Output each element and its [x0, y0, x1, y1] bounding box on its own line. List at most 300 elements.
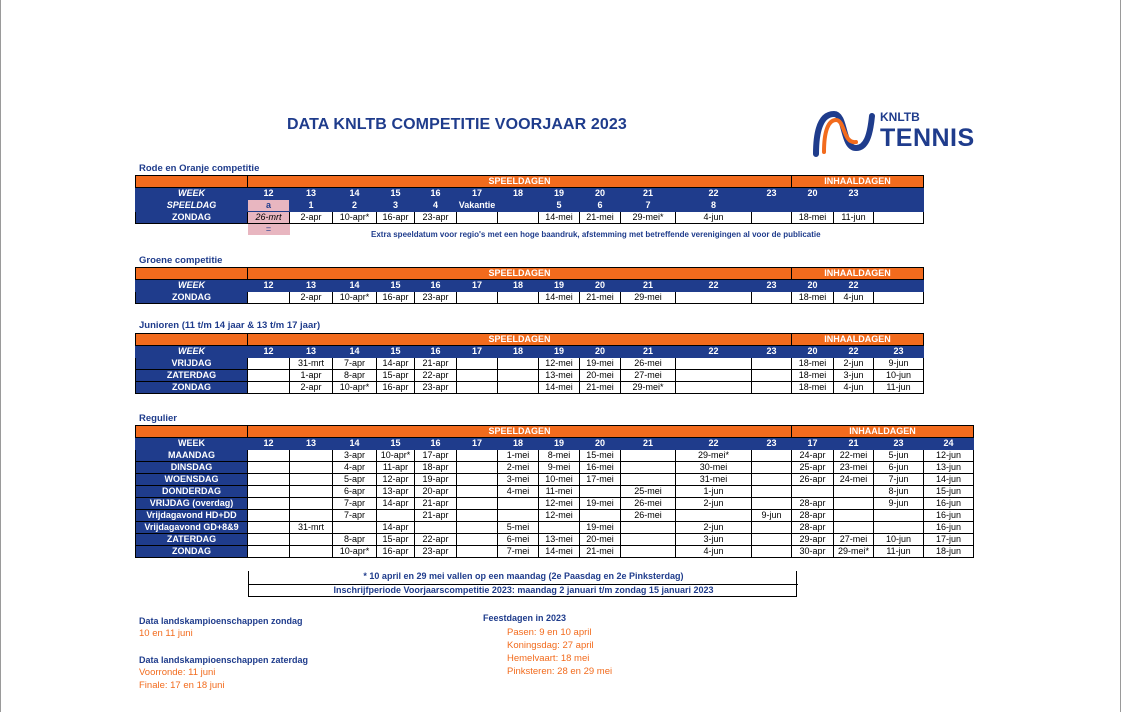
table-cell: 16-apr: [377, 382, 415, 394]
table-cell: 14: [333, 280, 377, 292]
table-cell: 21-mei: [580, 292, 621, 304]
table-cell: [290, 486, 333, 498]
table-junioren: [135, 333, 924, 394]
row-label: ZONDAG: [136, 292, 248, 304]
table-cell: 3-apr: [333, 450, 377, 462]
table-cell: 27-mei: [621, 370, 676, 382]
speeldagen-header: SPEELDAGEN: [248, 426, 792, 438]
table-cell: 13-mei: [539, 534, 580, 546]
table-cell: 23-apr: [415, 292, 457, 304]
table-cell: 10-apr*: [333, 546, 377, 558]
table-cell: [457, 486, 498, 498]
logo-knltb-text: KNLTB: [880, 110, 920, 124]
table-cell: 12: [248, 188, 290, 200]
table-cell: 8-jun: [874, 486, 924, 498]
table-cell: 4-apr: [333, 462, 377, 474]
table-cell: 16-jun: [924, 522, 974, 534]
table-cell: 14-mei: [539, 382, 580, 394]
table-cell: [248, 358, 290, 370]
speeldagen-header: SPEELDAGEN: [248, 268, 792, 280]
section-title-regulier: Regulier: [139, 413, 178, 424]
table-row: [136, 200, 924, 212]
table-cell: [457, 462, 498, 474]
table-cell: 15: [377, 346, 415, 358]
table-regulier: [135, 425, 974, 558]
table-cell: 21-apr: [415, 510, 457, 522]
table-cell: 16: [415, 438, 457, 450]
table-cell: [248, 370, 290, 382]
table-cell: 13: [290, 438, 333, 450]
table-cell: 10-apr*: [333, 382, 377, 394]
feestdag-item: Koningsdag: 27 april: [507, 640, 594, 651]
table-cell: 17: [792, 438, 834, 450]
table-cell: [621, 522, 676, 534]
table-cell: 8-apr: [333, 370, 377, 382]
table-cell: [248, 510, 290, 522]
table-cell: [752, 200, 792, 212]
table-cell: 15: [377, 438, 415, 450]
table-cell: 9-jun: [874, 498, 924, 510]
table-cell: 18: [498, 346, 539, 358]
table-cell: 22-apr: [415, 534, 457, 546]
table-cell: 18-mei: [792, 370, 834, 382]
table-cell: 5-mei: [498, 522, 539, 534]
table-row: [136, 346, 924, 358]
table-cell: 12: [248, 280, 290, 292]
table-cell: 21: [621, 280, 676, 292]
table-cell: 4-jun: [676, 212, 752, 224]
table-cell: 31-mei: [676, 474, 752, 486]
table-cell: [333, 522, 377, 534]
table-cell: 22-apr: [415, 370, 457, 382]
knltb-tennis-logo: [812, 108, 982, 160]
table-cell: 3-jun: [834, 370, 874, 382]
table-cell: 10-jun: [874, 370, 924, 382]
row-label: DONDERDAG: [136, 486, 248, 498]
table-cell: [580, 510, 621, 522]
table-cell: 23: [834, 188, 874, 200]
table-cell: 15-mei: [580, 450, 621, 462]
table-cell: 14-apr: [377, 358, 415, 370]
lk-zaterdag-heading: Data landskampioenschappen zaterdag: [139, 655, 309, 665]
table-cell: 14-mei: [539, 212, 580, 224]
table-cell: 25-mei: [621, 486, 676, 498]
table-cell: 2-apr: [290, 292, 333, 304]
table-cell: [834, 498, 874, 510]
table-cell: 31-mrt: [290, 522, 333, 534]
table-cell: 19-apr: [415, 474, 457, 486]
table-cell: [290, 498, 333, 510]
table-cell: [752, 522, 792, 534]
table-cell: 20: [580, 280, 621, 292]
row-label: ZATERDAG: [136, 370, 248, 382]
table-cell: [752, 382, 792, 394]
table-row: [136, 370, 924, 382]
row-label: Vrijdagavond HD+DD: [136, 510, 248, 522]
table-cell: [752, 450, 792, 462]
table-cell: [457, 212, 498, 224]
table-cell: 29-mei*: [676, 450, 752, 462]
table-cell: [457, 534, 498, 546]
table-cell: 22: [676, 346, 752, 358]
table-cell: 21: [621, 188, 676, 200]
row-label: WEEK: [136, 438, 248, 450]
table-cell: [752, 546, 792, 558]
table-cell: 31-mrt: [290, 358, 333, 370]
table-cell: [752, 358, 792, 370]
table-cell: 7: [621, 200, 676, 212]
table-row: [136, 438, 974, 450]
table-cell: [834, 510, 874, 522]
table-cell: [621, 546, 676, 558]
table-cell: 6: [580, 200, 621, 212]
table-cell: 21-apr: [415, 358, 457, 370]
table-cell: [621, 474, 676, 486]
table-row: [136, 498, 974, 510]
table-cell: 11-jun: [874, 382, 924, 394]
note-maandag: * 10 april en 29 mei vallen op een maandag (2e Paasdag en 2e Pinksterdag): [363, 571, 684, 581]
table-cell: 24: [924, 438, 974, 450]
legend-symbol: =: [248, 224, 290, 236]
table-cell: 22: [834, 280, 874, 292]
table-cell: [752, 534, 792, 546]
table-cell: [457, 450, 498, 462]
table-cell: 2-apr: [290, 382, 333, 394]
table-cell: 28-apr: [792, 510, 834, 522]
section-title-rode-oranje: Rode en Oranje competitie: [139, 163, 260, 174]
table-cell: 4-jun: [676, 546, 752, 558]
table-cell: [457, 370, 498, 382]
table-cell: 23: [752, 280, 792, 292]
table-cell: 23: [752, 346, 792, 358]
table-cell: 14: [333, 346, 377, 358]
inhaaldagen-header: INHAALDAGEN: [792, 268, 924, 280]
table-cell: [498, 382, 539, 394]
table-cell: 26-apr: [792, 474, 834, 486]
table-cell: [248, 522, 290, 534]
table-row: [136, 522, 974, 534]
table-cell: [580, 486, 621, 498]
table-rode-oranje: [135, 175, 924, 235]
speeldagen-header: SPEELDAGEN: [248, 334, 792, 346]
row-label: ZONDAG: [136, 382, 248, 394]
table-row: [136, 292, 924, 304]
table-cell: 10-jun: [874, 534, 924, 546]
table-cell: 4-jun: [834, 292, 874, 304]
table-cell: 10-mei: [539, 474, 580, 486]
table-cell: 12-apr: [377, 474, 415, 486]
table-cell: 19-mei: [580, 522, 621, 534]
table-cell: [874, 292, 924, 304]
table-cell: [621, 450, 676, 462]
table-cell: [248, 462, 290, 474]
table-cell: 13-mei: [539, 370, 580, 382]
table-cell: 16-jun: [924, 498, 974, 510]
table-cell: 22: [676, 280, 752, 292]
table-cell: 7-apr: [333, 498, 377, 510]
lk-zondag-heading: Data landskampioenschappen zondag: [139, 616, 303, 626]
table-cell: [248, 498, 290, 510]
table-cell: 23-apr: [415, 212, 457, 224]
lk-zondag-value: 10 en 11 juni: [139, 628, 193, 639]
table-cell: 5: [539, 200, 580, 212]
table-cell: 2-mei: [498, 462, 539, 474]
table-cell: 28-apr: [792, 522, 834, 534]
table-cell: 14-apr: [377, 498, 415, 510]
table-cell: 7-mei: [498, 546, 539, 558]
table-cell: 11-mei: [539, 486, 580, 498]
table-cell: 13: [290, 346, 333, 358]
table-cell: 18-apr: [415, 462, 457, 474]
table-cell: 12-mei: [539, 498, 580, 510]
table-cell: 24-apr: [792, 450, 834, 462]
table-cell: [874, 212, 924, 224]
table-cell: 8-mei: [539, 450, 580, 462]
table-cell: 15-apr: [377, 534, 415, 546]
table-cell: 20: [792, 280, 834, 292]
table-cell: 1-apr: [290, 370, 333, 382]
table-cell: 16-jun: [924, 510, 974, 522]
table-cell: [290, 450, 333, 462]
table-cell: 17: [457, 188, 498, 200]
row-label: MAANDAG: [136, 450, 248, 462]
table-cell: 29-apr: [792, 534, 834, 546]
table-cell: 26-mei: [621, 510, 676, 522]
inhaaldagen-header: INHAALDAGEN: [792, 334, 924, 346]
table-cell: 14-jun: [924, 474, 974, 486]
row-label: ZATERDAG: [136, 534, 248, 546]
table-cell: 1: [290, 200, 333, 212]
table-cell: [752, 212, 792, 224]
table-cell: 26-mei: [621, 498, 676, 510]
table-cell: [290, 462, 333, 474]
table-cell: [290, 534, 333, 546]
table-cell: [498, 370, 539, 382]
table-cell: 23: [874, 438, 924, 450]
table-cell: 2-jun: [676, 498, 752, 510]
table-row: [136, 280, 924, 292]
table-cell: [498, 510, 539, 522]
row-label: SPEELDAG: [136, 200, 248, 212]
table-cell: 20: [792, 188, 834, 200]
table-cell: 16: [415, 188, 457, 200]
table-cell: 29-mei*: [621, 382, 676, 394]
note-inschrijfperiode: Inschrijfperiode Voorjaarscompetitie 2023: maandag 2 januari t/m zondag 15 januari 2023: [249, 584, 798, 595]
table-row: [136, 358, 924, 370]
table-cell: 18: [498, 188, 539, 200]
table-cell: 14: [333, 188, 377, 200]
table-cell: 2-apr: [290, 212, 333, 224]
table-cell: 16-mei: [580, 462, 621, 474]
table-cell: 20-mei: [580, 534, 621, 546]
table-cell: [457, 546, 498, 558]
row-label: VRIJDAG (overdag): [136, 498, 248, 510]
table-cell: 15-apr: [377, 370, 415, 382]
table-cell: [377, 510, 415, 522]
speeldagen-header: SPEELDAGEN: [248, 176, 792, 188]
row-label: Vrijdagavond GD+8&9: [136, 522, 248, 534]
table-cell: 18-mei: [792, 292, 834, 304]
table-cell: [498, 358, 539, 370]
table-row: [136, 534, 974, 546]
table-cell: 23-apr: [415, 382, 457, 394]
table-cell: 7-apr: [333, 510, 377, 522]
table-cell: 9-mei: [539, 462, 580, 474]
table-cell: [498, 292, 539, 304]
table-cell: [248, 292, 290, 304]
table-cell: 26-mrt: [248, 212, 290, 224]
table-cell: [676, 510, 752, 522]
table-cell: [457, 382, 498, 394]
lk-zaterdag-finale: Finale: 17 en 18 juni: [139, 680, 225, 691]
feestdagen-heading: Feestdagen in 2023: [483, 613, 567, 623]
table-cell: 18: [498, 280, 539, 292]
table-row: [136, 462, 974, 474]
table-cell: 22: [676, 438, 752, 450]
table-cell: 21-mei: [580, 382, 621, 394]
table-cell: [874, 522, 924, 534]
tennis-swoosh-icon: [812, 108, 878, 158]
table-cell: 4-jun: [834, 382, 874, 394]
table-cell: [834, 522, 874, 534]
table-cell: [290, 546, 333, 558]
table-cell: 5-apr: [333, 474, 377, 486]
logo-tennis-text: TENNIS: [880, 124, 975, 152]
table-cell: [752, 292, 792, 304]
table-cell: 13-jun: [924, 462, 974, 474]
table-cell: 12: [248, 346, 290, 358]
table-cell: Vakantie: [457, 200, 498, 212]
table-cell: 19-mei: [580, 498, 621, 510]
table-cell: [248, 546, 290, 558]
table-cell: 2-jun: [834, 358, 874, 370]
table-cell: 29-mei: [621, 292, 676, 304]
table-row: [136, 486, 974, 498]
table-cell: 30-apr: [792, 546, 834, 558]
table-cell: 3: [377, 200, 415, 212]
table-cell: [248, 382, 290, 394]
table-cell: 7-jun: [874, 474, 924, 486]
table-cell: [834, 200, 874, 212]
table-cell: 19: [539, 188, 580, 200]
table-groene: [135, 267, 924, 304]
table-cell: [457, 510, 498, 522]
table-cell: 21: [621, 438, 676, 450]
table-cell: [457, 474, 498, 486]
table-row: [136, 450, 974, 462]
table-cell: 8-apr: [333, 534, 377, 546]
table-cell: 23-mei: [834, 462, 874, 474]
table-cell: 1-mei: [498, 450, 539, 462]
table-cell: 19-mei: [580, 358, 621, 370]
table-cell: [621, 462, 676, 474]
table-cell: 13: [290, 188, 333, 200]
table-cell: 17-jun: [924, 534, 974, 546]
table-cell: [457, 498, 498, 510]
table-cell: 21-mei: [580, 546, 621, 558]
table-cell: 16: [415, 346, 457, 358]
table-cell: [752, 462, 792, 474]
table-cell: [457, 292, 498, 304]
table-cell: 27-mei: [834, 534, 874, 546]
table-cell: 10-apr*: [333, 212, 377, 224]
table-cell: 10-apr*: [333, 292, 377, 304]
table-cell: 2-jun: [676, 522, 752, 534]
table-cell: [248, 474, 290, 486]
table-row: [136, 510, 974, 522]
table-cell: [874, 188, 924, 200]
table-cell: 9-jun: [752, 510, 792, 522]
table-cell: [874, 510, 924, 522]
table-cell: 8: [676, 200, 752, 212]
table-cell: [539, 522, 580, 534]
table-cell: 13-apr: [377, 486, 415, 498]
table-cell: a: [248, 200, 290, 212]
table-cell: 18-mei: [792, 358, 834, 370]
table-cell: 22: [676, 188, 752, 200]
table-cell: 21-mei: [580, 212, 621, 224]
table-cell: 17-mei: [580, 474, 621, 486]
table-cell: [248, 450, 290, 462]
table-cell: [676, 370, 752, 382]
table-cell: [676, 382, 752, 394]
section-title-junioren: Junioren (11 t/m 14 jaar & 13 t/m 17 jaar): [139, 320, 321, 331]
regulier-notes-box: [248, 571, 797, 597]
table-cell: 1-jun: [676, 486, 752, 498]
inhaaldagen-header: INHAALDAGEN: [792, 176, 924, 188]
table-cell: [498, 498, 539, 510]
table-cell: 20: [580, 346, 621, 358]
table-cell: 19: [539, 280, 580, 292]
table-cell: 10-apr*: [377, 450, 415, 462]
row-label: WEEK: [136, 188, 248, 200]
table-cell: [415, 522, 457, 534]
table-cell: [752, 474, 792, 486]
table-cell: 16-apr: [377, 546, 415, 558]
table-cell: 12-jun: [924, 450, 974, 462]
row-label: ZONDAG: [136, 546, 248, 558]
table-cell: 17: [457, 346, 498, 358]
table-cell: 4-mei: [498, 486, 539, 498]
table-cell: 6-mei: [498, 534, 539, 546]
table-cell: 12-mei: [539, 510, 580, 522]
table-cell: [248, 486, 290, 498]
row-label: DINSDAG: [136, 462, 248, 474]
row-label: ZONDAG: [136, 212, 248, 224]
table-cell: [792, 486, 834, 498]
table-cell: 5-jun: [874, 450, 924, 462]
table-cell: 21-apr: [415, 498, 457, 510]
table-cell: [792, 200, 834, 212]
table-cell: 16-apr: [377, 212, 415, 224]
table-cell: 17-apr: [415, 450, 457, 462]
row-label: VRIJDAG: [136, 358, 248, 370]
table-cell: 15-jun: [924, 486, 974, 498]
table-cell: 20: [792, 346, 834, 358]
row-label: WEEK: [136, 346, 248, 358]
table-row: [136, 382, 924, 394]
feestdag-item: Pinksteren: 28 en 29 mei: [507, 666, 613, 677]
table-cell: 12: [248, 438, 290, 450]
table-cell: 2: [333, 200, 377, 212]
table-cell: 30-mei: [676, 462, 752, 474]
table-cell: 15: [377, 280, 415, 292]
table-cell: 14: [333, 438, 377, 450]
table-cell: 6-apr: [333, 486, 377, 498]
table-cell: [498, 212, 539, 224]
inhaaldagen-header: INHAALDAGEN: [792, 426, 974, 438]
table-cell: 6-jun: [874, 462, 924, 474]
